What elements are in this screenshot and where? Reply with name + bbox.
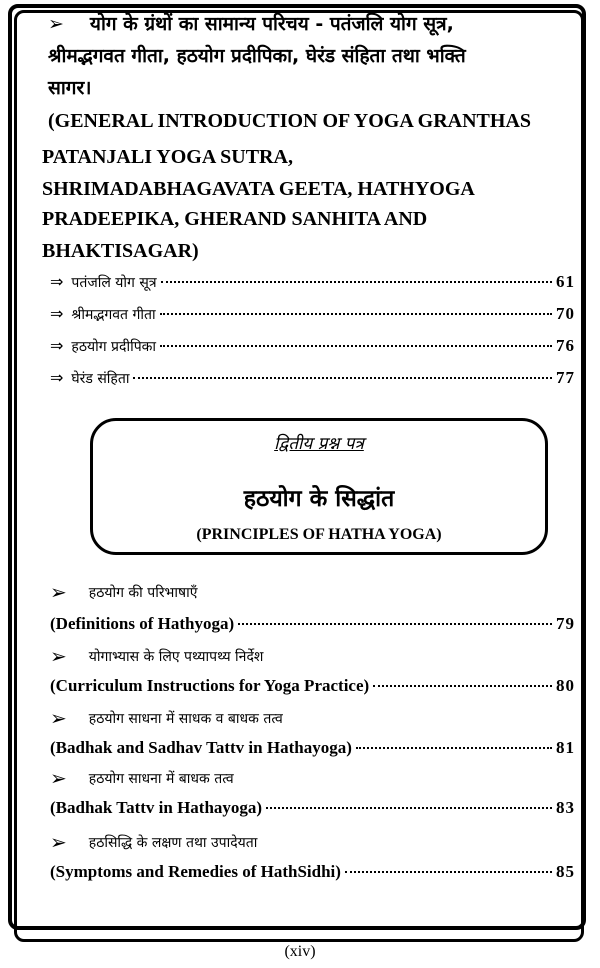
- section-hindi-heading: [50, 766, 234, 790]
- section-hindi-text: हठयोग साधना में बाधक तत्व: [88, 770, 234, 787]
- section-page: 81: [556, 738, 575, 757]
- toc-label: हठयोग प्रदीपिका: [71, 339, 157, 355]
- bullet-arrow-icon: ➢: [50, 830, 67, 854]
- section-english-text: (Definitions of Hathyoga): [50, 614, 235, 633]
- intro-line-1: [48, 10, 454, 36]
- section-english-row: [50, 676, 575, 696]
- paper-subtitle: द्वितीय प्रश्न पत्र: [274, 434, 364, 454]
- section-english-row: [50, 798, 575, 818]
- toc-row: [50, 336, 575, 356]
- bullet-arrow-icon: ➢: [50, 644, 67, 668]
- section-english-text: (Badhak Tattv in Hathayoga): [50, 798, 263, 817]
- implies-arrow-icon: ⇒: [50, 368, 64, 387]
- dot-leader: [266, 807, 552, 809]
- section-english-text: (Curriculum Instructions for Yoga Practice): [50, 676, 370, 695]
- section-page: 80: [556, 676, 575, 695]
- toc-page: 76: [556, 336, 575, 355]
- section-page: 85: [556, 862, 575, 881]
- intro-hindi-text-1: योग के ग्रंथों का सामान्य परिचय - पतंजलि योग सूत्र,: [89, 13, 454, 35]
- paper-title: हठयोग के सिद्धांत: [243, 486, 395, 512]
- dot-leader: [161, 281, 552, 283]
- dot-leader: [133, 377, 552, 379]
- intro-english-line-4: PRADEEPIKA, GHERAND SANHITA AND: [42, 208, 428, 230]
- section-hindi-heading: [50, 644, 263, 668]
- section-hindi-heading: [50, 580, 197, 604]
- toc-label: श्रीमद्भगवत गीता: [71, 307, 156, 323]
- toc-page: 61: [556, 272, 575, 291]
- toc-row: [50, 304, 575, 324]
- dot-leader: [373, 685, 552, 687]
- dot-leader: [160, 345, 552, 347]
- bullet-arrow-icon: ➢: [50, 580, 67, 604]
- section-hindi-text: योगाभ्यास के लिए पथ्यापथ्य निर्देश: [88, 648, 264, 665]
- intro-english-line-1: (GENERAL INTRODUCTION OF YOGA GRANTHAS: [48, 110, 532, 132]
- bullet-arrow-icon: ➢: [48, 13, 64, 35]
- section-page: 83: [556, 798, 575, 817]
- section-page: 79: [556, 614, 575, 633]
- section-hindi-text: हठयोग साधना में साधक व बाधक तत्व: [88, 710, 283, 727]
- section-english-row: [50, 738, 575, 758]
- dot-leader: [345, 871, 552, 873]
- toc-row: [50, 272, 575, 292]
- toc-page: 70: [556, 304, 575, 323]
- dot-leader: [356, 747, 552, 749]
- paper-title-box: [90, 418, 548, 555]
- intro-line-2: श्रीमद्भगवत गीता, हठयोग प्रदीपिका, घेरंड संहिता तथा भक्ति: [48, 45, 466, 67]
- paper-english-title: (PRINCIPLES OF HATHA YOGA): [196, 526, 442, 543]
- section-hindi-heading: [50, 830, 257, 854]
- toc-row: [50, 368, 575, 388]
- dot-leader: [160, 313, 552, 315]
- intro-line-3: सागर।: [48, 77, 92, 99]
- toc-label: पतंजलि योग सूत्र: [71, 275, 157, 291]
- section-hindi-text: हठयोग की परिभाषाएँ: [88, 584, 198, 601]
- section-english-text: (Symptoms and Remedies of HathSidhi): [50, 862, 341, 881]
- section-english-row: [50, 614, 575, 634]
- section-hindi-heading: [50, 706, 283, 730]
- implies-arrow-icon: ⇒: [50, 304, 64, 323]
- toc-page: 77: [556, 368, 575, 387]
- implies-arrow-icon: ⇒: [50, 336, 64, 355]
- section-english-text: (Badhak and Sadhav Tattv in Hathayoga): [50, 738, 352, 757]
- intro-english-line-3: SHRIMADABHAGAVATA GEETA, HATHYOGA: [42, 178, 475, 200]
- section-hindi-text: हठसिद्धि के लक्षण तथा उपादेयता: [88, 834, 258, 851]
- implies-arrow-icon: ⇒: [50, 272, 64, 291]
- toc-label: घेरंड संहिता: [71, 371, 130, 387]
- page-number: (xiv): [284, 943, 316, 960]
- section-english-row: [50, 862, 575, 882]
- dot-leader: [238, 623, 552, 625]
- bullet-arrow-icon: ➢: [50, 706, 67, 730]
- intro-english-line-2: PATANJALI YOGA SUTRA,: [42, 146, 293, 168]
- bullet-arrow-icon: ➢: [50, 766, 67, 790]
- intro-english-line-5: BHAKTISAGAR): [42, 240, 199, 262]
